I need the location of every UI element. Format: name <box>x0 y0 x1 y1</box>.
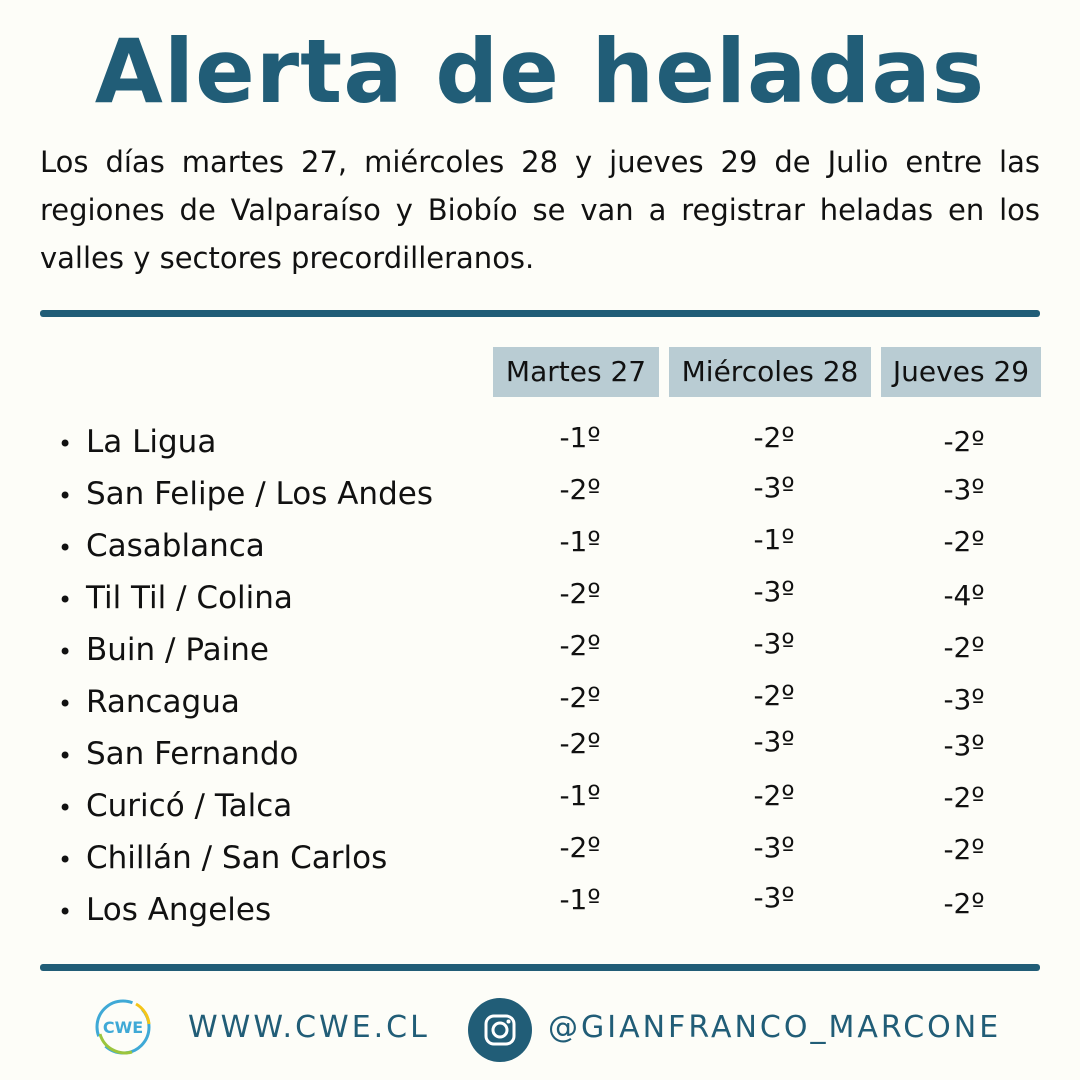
page-title: Alerta de heladas <box>94 20 986 123</box>
table-row <box>58 786 292 828</box>
table-row <box>58 630 269 672</box>
temperature-cell: -4º <box>943 579 985 612</box>
temperature-cell: -2º <box>559 629 601 662</box>
temperature-cell: -3º <box>753 881 795 914</box>
temperature-cell: -2º <box>559 727 601 760</box>
table-row <box>58 838 387 880</box>
instagram-handle[interactable]: @GIANFRANCO_MARCONE <box>548 1010 1002 1045</box>
row-place: Til Til / Colina <box>86 580 293 616</box>
temperature-cell: -2º <box>753 421 795 454</box>
temperature-cell: -2º <box>559 681 601 714</box>
temperature-cell: -2º <box>943 887 985 920</box>
temperature-cell: -1º <box>559 779 601 812</box>
temperature-cell: -2º <box>753 779 795 812</box>
temperature-cell: -3º <box>753 831 795 864</box>
column-header-martes: Martes 27 <box>493 347 659 397</box>
bullet-icon: • <box>58 534 73 562</box>
column-header-jueves: Jueves 29 <box>881 347 1041 397</box>
temperature-cell: -3º <box>753 725 795 758</box>
row-place: Buin / Paine <box>86 632 269 668</box>
top-divider <box>40 310 1040 317</box>
temperature-cell: -1º <box>559 421 601 454</box>
bullet-icon: • <box>58 482 73 510</box>
table-row <box>58 682 240 724</box>
table-row <box>58 422 216 464</box>
bullet-icon: • <box>58 430 73 458</box>
bullet-icon: • <box>58 898 73 926</box>
temperature-cell: -3º <box>943 473 985 506</box>
row-place: San Fernando <box>86 736 299 772</box>
table-row <box>58 890 271 932</box>
temperature-cell: -1º <box>559 883 601 916</box>
table-row <box>58 526 265 568</box>
temperature-cell: -3º <box>753 471 795 504</box>
table-row <box>58 474 433 516</box>
bullet-icon: • <box>58 742 73 770</box>
temperature-cell: -2º <box>559 473 601 506</box>
website-link[interactable]: WWW.CWE.CL <box>188 1010 430 1045</box>
table-row <box>58 578 293 620</box>
bullet-icon: • <box>58 794 73 822</box>
row-place: Curicó / Talca <box>86 788 293 824</box>
row-place: Los Angeles <box>86 892 272 928</box>
intro-paragraph: Los días martes 27, miércoles 28 y jueves 29 de Julio entre las regiones de Valparaíso y Biobío se van a registrar heladas en los valles y sectores precordilleranos. <box>40 145 1040 275</box>
temperature-cell: -2º <box>943 425 985 458</box>
temperature-cell: -2º <box>943 781 985 814</box>
temperature-cell: -2º <box>753 679 795 712</box>
cwe-logo-text: CWE <box>102 1018 144 1037</box>
temperature-cell: -3º <box>943 729 985 762</box>
temperature-cell: -2º <box>943 525 985 558</box>
row-place: Rancagua <box>86 684 240 720</box>
bullet-icon: • <box>58 638 73 666</box>
row-place: Casablanca <box>86 528 265 564</box>
temperature-cell: -1º <box>753 523 795 556</box>
temperature-cell: -2º <box>559 577 601 610</box>
temperature-cell: -2º <box>943 631 985 664</box>
cwe-logo-icon <box>92 996 154 1058</box>
row-place: La Ligua <box>86 424 217 460</box>
row-place: Chillán / San Carlos <box>86 840 388 876</box>
bullet-icon: • <box>58 586 73 614</box>
temperature-cell: -1º <box>559 525 601 558</box>
instagram-icon[interactable] <box>468 998 532 1062</box>
bullet-icon: • <box>58 846 73 874</box>
temperature-cell: -3º <box>753 627 795 660</box>
temperature-cell: -2º <box>559 831 601 864</box>
row-place: San Felipe / Los Andes <box>86 476 433 512</box>
bullet-icon: • <box>58 690 73 718</box>
temperature-cell: -2º <box>943 833 985 866</box>
column-header-miercoles: Miércoles 28 <box>669 347 871 397</box>
temperature-cell: -3º <box>943 683 985 716</box>
table-row <box>58 734 299 776</box>
temperature-cell: -3º <box>753 575 795 608</box>
bottom-divider <box>40 964 1040 971</box>
